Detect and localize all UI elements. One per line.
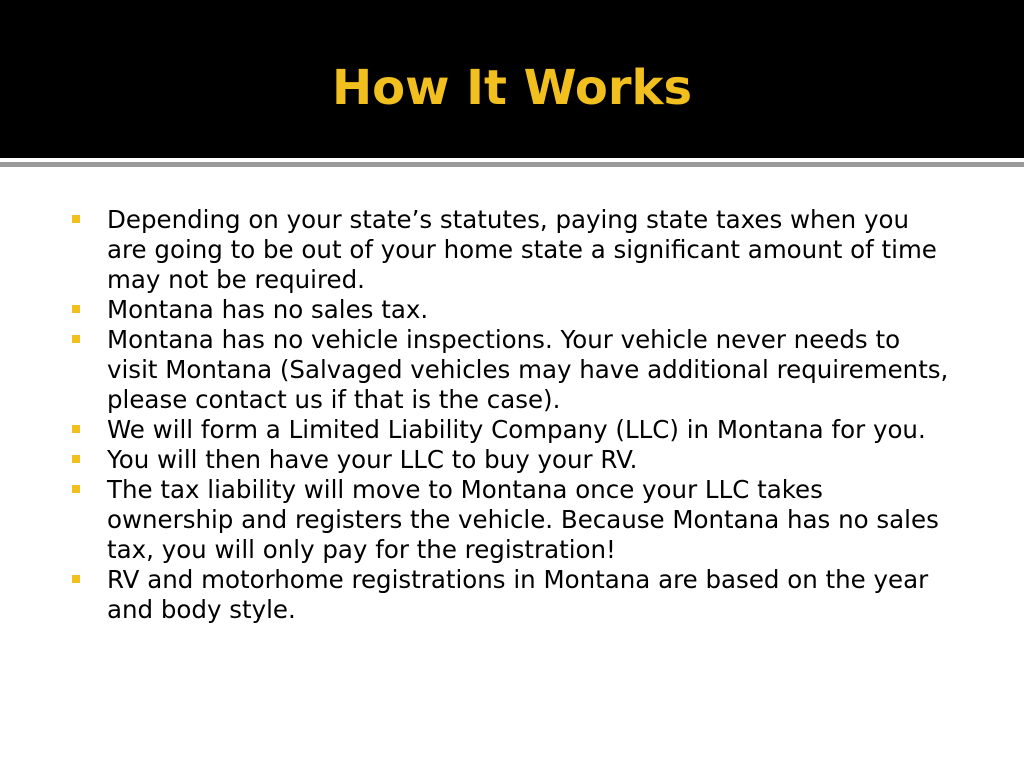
bullet-item	[72, 205, 952, 295]
bullet-item	[72, 325, 952, 415]
bullet-item	[72, 475, 952, 565]
bullet-text: Depending on your state’s statutes, paying state taxes when you are going to be out of your home state a significant amount of time may not be required.	[107, 205, 937, 294]
square-bullet-icon	[72, 575, 80, 583]
bullet-item	[72, 295, 952, 325]
bullet-text: Montana has no vehicle inspections. Your vehicle never needs to visit Montana (Salvaged vehicles may have additional requirements, please contact us if that is the case).	[107, 325, 949, 414]
square-bullet-icon	[72, 335, 80, 343]
square-bullet-icon	[72, 455, 80, 463]
bullet-text: RV and motorhome registrations in Montana are based on the year and body style.	[107, 565, 929, 624]
bullet-text: We will form a Limited Liability Company (LLC) in Montana for you.	[107, 415, 926, 444]
bullet-text: Montana has no sales tax.	[107, 295, 429, 324]
slide-title: How It Works	[331, 60, 693, 116]
bullet-item	[72, 565, 952, 625]
square-bullet-icon	[72, 215, 80, 223]
square-bullet-icon	[72, 425, 80, 433]
bullet-text: The tax liability will move to Montana once your LLC takes ownership and registers the vehicle. Because Montana has no sales tax, you will only pay for the registration!	[107, 475, 939, 564]
title-divider-gray	[0, 162, 1024, 167]
bullet-list	[72, 205, 952, 625]
bullet-item	[72, 445, 952, 475]
bullet-item	[72, 415, 952, 445]
bullet-text: You will then have your LLC to buy your RV.	[107, 445, 638, 474]
square-bullet-icon	[72, 485, 80, 493]
square-bullet-icon	[72, 305, 80, 313]
